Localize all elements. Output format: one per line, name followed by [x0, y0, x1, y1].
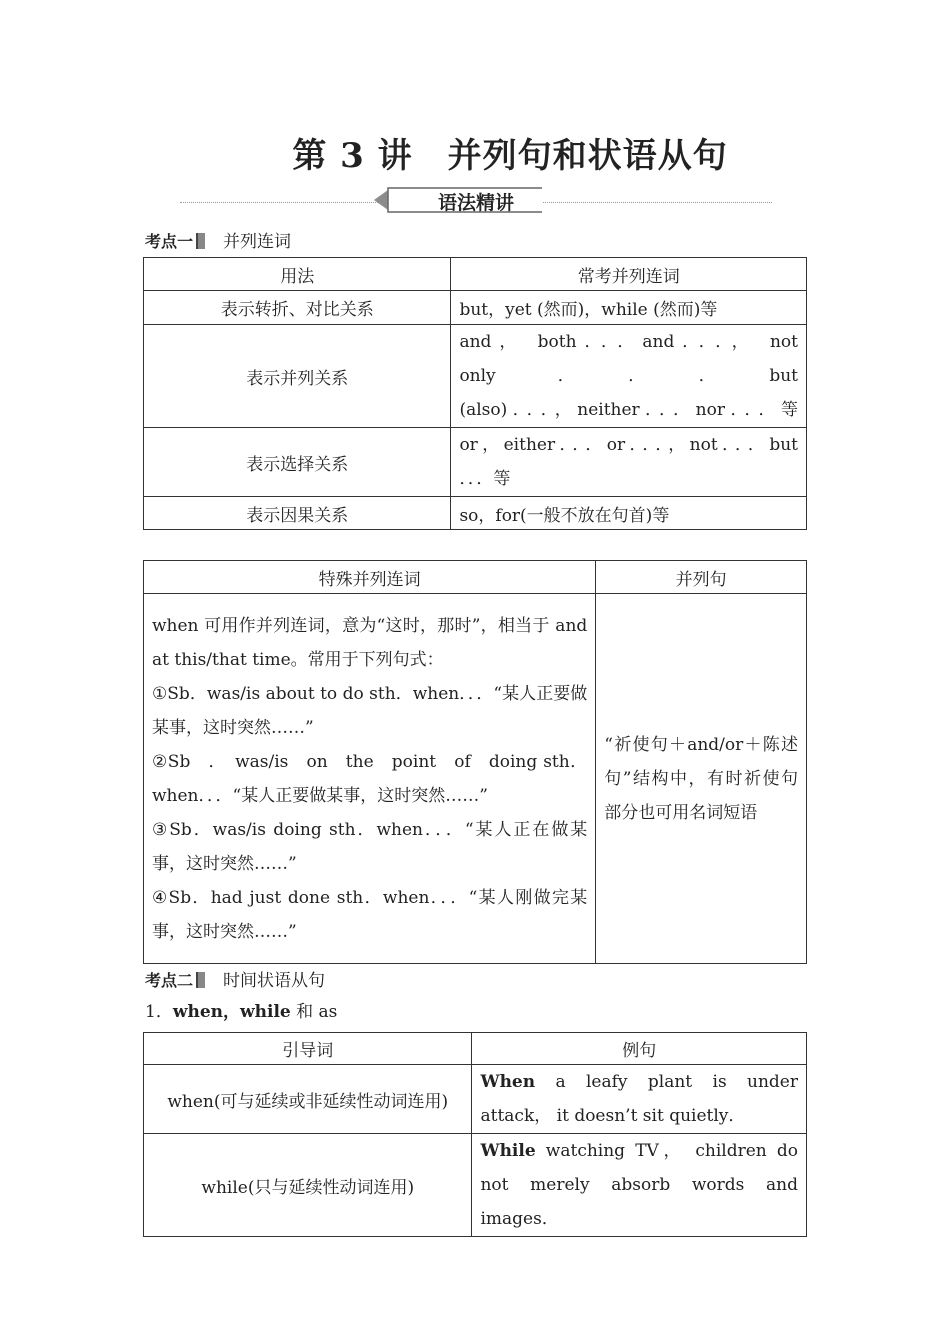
table-cell: while(只与延续性动词连用) [144, 1134, 472, 1237]
point-label: 考点一 [145, 232, 194, 251]
banner-text: 语法精讲 [437, 192, 514, 214]
table-header: 常考并列连词 [451, 258, 807, 291]
table-cell: when(可与延续或非延续性动词连用) [144, 1065, 472, 1134]
point-label: 考点二 [145, 971, 194, 990]
table-cell: While watching TV， children do not merely absorb words and images． [472, 1134, 807, 1237]
table-header: 用法 [144, 258, 451, 291]
table-cell: 表示选择关系 [144, 428, 451, 497]
conjunction-table [143, 257, 807, 530]
banner-tag [392, 186, 560, 214]
table-cell: so，for(一般不放在句首)等 [451, 497, 807, 530]
section-banner [180, 186, 772, 216]
point-title: 并列连词 [223, 232, 292, 252]
point-title: 时间状语从句 [223, 971, 326, 991]
point-bar-icon [196, 972, 205, 988]
table-cell: when 可用作并列连词，意为“这时，那时”，相当于 and at this/that time。常用于下列句式： ①Sb．was/is about to do sth．when．．．“某人正要做某事，这时突然……” ②Sb ． was/is on the point of doing sth．when．．．“某人正要做某事，这时突然……” ③Sb．was/is doing sth．when．．．“某人正在做某事，这时突然……” ④Sb．had just done sth．when．．．“某人刚做完某事，这时突然……” [144, 594, 596, 964]
table-header: 特殊并列连词 [144, 561, 596, 594]
table-cell: or，either．．．or．．．，not．．．but ．．．等 [451, 428, 807, 497]
table-cell: “祈使句＋and/or＋陈述句”结构中，有时祈使句部分也可用名词短语 [596, 594, 807, 964]
subheading: 1．when，while 和 as [145, 1002, 338, 1022]
special-conjunction-table [143, 560, 807, 964]
table-header: 例句 [472, 1033, 807, 1065]
point-one-heading [145, 227, 291, 252]
table-cell: 表示因果关系 [144, 497, 451, 530]
point-bar-icon [196, 233, 205, 249]
table-cell: When a leafy plant is under attack， it doesn’t sit quietly． [472, 1065, 807, 1134]
table-cell: and， both．．．and．．．， not only ． ． ． but (also)．．．，neither．．．nor．．．等 [451, 325, 807, 428]
table-cell: 表示转折、对比关系 [144, 291, 451, 325]
table-cell: but，yet (然而)，while (然而)等 [451, 291, 807, 325]
table-header: 并列句 [596, 561, 807, 594]
table-cell: 表示并列关系 [144, 325, 451, 428]
time-clause-table [143, 1032, 807, 1237]
table-header: 引导词 [144, 1033, 472, 1065]
point-two-heading [145, 966, 325, 991]
page-title: 第 3 讲 并列句和状语从句 [292, 136, 728, 176]
